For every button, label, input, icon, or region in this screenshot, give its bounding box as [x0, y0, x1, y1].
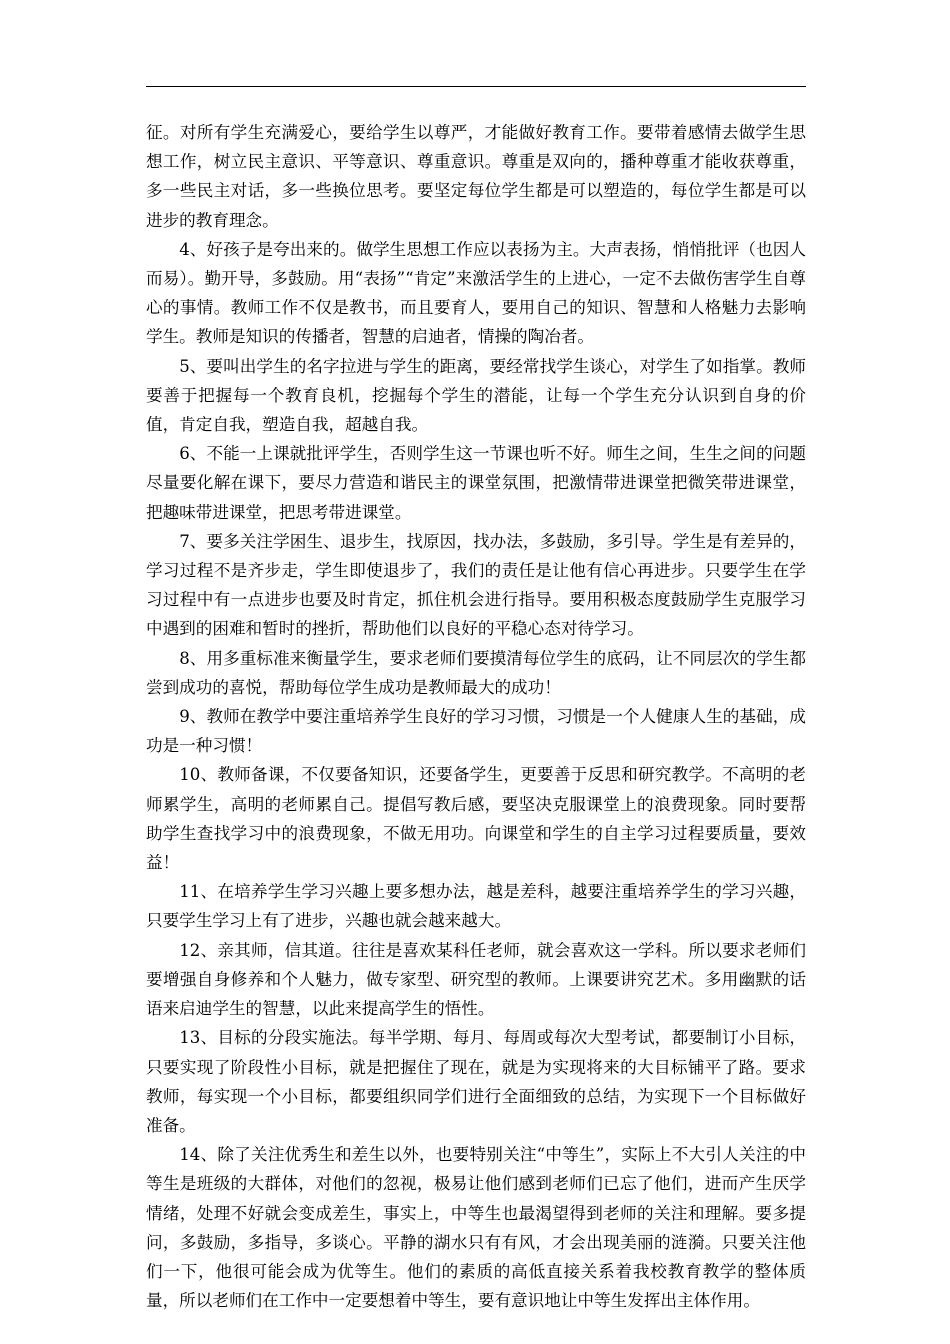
paragraph-item-12: 12、亲其师，信其道。往往是喜欢某科任老师，就会喜欢这一学科。所以要求老师们要增强自身修养和个人魅力，做专家型、研究型的教师。上课要讲究艺术。多用幽默的话语来启迪学生的智慧，以此来提高学生的悟性。 — [146, 940, 806, 1019]
paragraph-item-10: 10、教师备课，不仅要备知识，还要备学生，更要善于反思和研究教学。不高明的老师累学生，高明的老师累自己。提倡写教后感，要坚决克服课堂上的浪费现象。同时要帮助学生查找学习中的浪费现象，不做无用功。向课堂和学生的自主学习过程要质量，要效益！ — [146, 765, 806, 873]
document-body — [146, 118, 806, 1315]
header-rule — [146, 86, 806, 87]
paragraph-item-6: 6、不能一上课就批评学生，否则学生这一节课也听不好。师生之间，生生之间的问题尽量要化解在课下，要尽力营造和谐民主的课堂氛围，把激情带进课堂把微笑带进课堂，把趣味带进课堂，把思考带进课堂。 — [146, 444, 806, 522]
paragraph-item-11: 11、在培养学生学习兴趣上要多想办法，越是差科，越要注重培养学生的学习兴趣，只要学生学习上有了进步，兴趣也就会越来越大。 — [146, 882, 806, 931]
paragraph-item-7: 7、要多关注学困生、退步生，找原因，找办法，多鼓励，多引导。学生是有差异的，学习过程不是齐步走，学生即使退步了，我们的责任是让他有信心再进步。只要学生在学习过程中有一点进步也要及时肯定，抓住机会进行指导。要用积极态度鼓励学生克服学习中遇到的困难和暂时的挫折，帮助他们以良好的平稳心态对待学习。 — [146, 531, 806, 639]
paragraph-continuation: 征。对所有学生充满爱心，要给学生以尊严，才能做好教育工作。要带着感情去做学生思想工作，树立民主意识、平等意识、尊重意识。尊重是双向的，播种尊重才能收获尊重，多一些民主对话，多一些换位思考。要坚定每位学生都是可以塑造的，每位学生都是可以进步的教育理念。 — [146, 123, 806, 230]
paragraph-item-13: 13、目标的分段实施法。每半学期、每月、每周或每次大型考试，都要制订小目标，只要实现了阶段性小目标，就是把握住了现在，就是为实现将来的大目标铺平了路。要求教师，每实现一个小目标，都要组织同学们进行全面细致的总结，为实现下一个目标做好准备。 — [146, 1028, 806, 1135]
paragraph-item-9: 9、教师在教学中要注重培养学生良好的学习习惯，习惯是一个人健康人生的基础，成功是一种习惯！ — [146, 707, 806, 756]
paragraph-item-5: 5、要叫出学生的名字拉进与学生的距离，要经常找学生谈心，对学生了如指掌。教师要善于把握每一个教育良机，挖掘每个学生的潜能，让每一个学生充分认识到自身的价值，肯定自我，塑造自我，超越自我。 — [146, 356, 806, 435]
paragraph-item-4: 4、好孩子是夸出来的。做学生思想工作应以表扬为主。大声表扬，悄悄批评（也因人而易）。勤开导，多鼓励。用“表扬”“肯定”来激活学生的上进心，一定不去做伤害学生自尊心的事情。教师工作不仅是教书，而且要育人，要用自己的知识、智慧和人格魅力去影响学生。教师是知识的传播者，智慧的启迪者，情操的陶冶者。 — [146, 239, 806, 347]
paragraph-item-8: 8、用多重标准来衡量学生，要求老师们要摸清每位学生的底码，让不同层次的学生都尝到成功的喜悦，帮助每位学生成功是教师最大的成功！ — [146, 648, 806, 697]
paragraph-item-14: 14、除了关注优秀生和差生以外，也要特别关注“中等生”，实际上不大引人关注的中等生是班级的大群体，对他们的忽视，极易让他们感到老师们已忘了他们，进而产生厌学情绪，处理不好就会变成差生，事实上，中等生也最渴望得到老师的关注和理解。要多提问，多鼓励，多指导，多谈心。平静的湖水只有有风，才会出现美丽的涟漪。只要关注他们一下，他很可能会成为优等生。他们的素质的高低直接关系着我校教育教学的整体质量，所以老师们在工作中一定要想着中等生，要有意识地让中等生发挥出主体作用。 — [146, 1145, 806, 1311]
